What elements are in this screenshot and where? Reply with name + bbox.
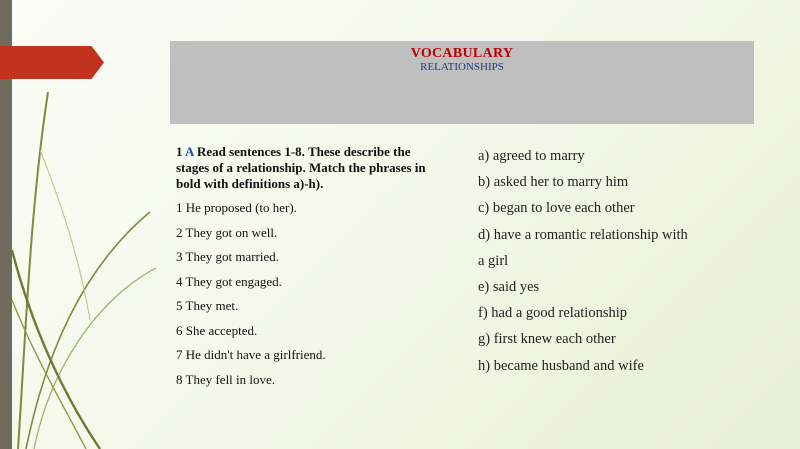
exercise-part: A bbox=[185, 144, 194, 159]
definition-item: h) became husband and wife bbox=[478, 357, 644, 374]
sentence-item: 6 She accepted. bbox=[176, 322, 258, 338]
definition-item: c) began to love each other bbox=[478, 200, 635, 217]
sentence-item: 4 They got engaged. bbox=[176, 273, 282, 289]
exercise-number: 1 bbox=[176, 144, 183, 159]
sentence-item: 7 He didn't have a girlfriend. bbox=[176, 347, 326, 362]
definition-item: b) asked her to marry him bbox=[478, 174, 629, 191]
sentence-item: 1 He proposed (to her). bbox=[176, 200, 297, 215]
exercise-instruction bbox=[176, 144, 446, 192]
definition-item: f) had a good relationship bbox=[478, 305, 627, 322]
definition-item: a) agreed to marry bbox=[478, 148, 585, 164]
sentence-item: 3 They got married. bbox=[176, 249, 280, 264]
definition-list bbox=[478, 143, 738, 379]
instruction-text: Read sentences 1-8. These describe the stages of a relationship. Match the phrases in bold with definitions a)-h). bbox=[176, 144, 426, 191]
sentences-column bbox=[176, 144, 446, 396]
definitions-column bbox=[478, 143, 738, 379]
sentence-list bbox=[176, 200, 446, 396]
definition-item: e) said yes bbox=[478, 279, 540, 296]
definition-item: a girl bbox=[478, 252, 509, 269]
decorative-curves bbox=[0, 0, 160, 449]
sentence-item: 5 They met. bbox=[176, 298, 239, 313]
slide-subtitle: RELATIONSHIPS bbox=[420, 61, 504, 73]
slide-title: VOCABULARY bbox=[410, 46, 514, 61]
sentence-item: 8 They fell in love. bbox=[176, 371, 276, 387]
definition-item: d) have a romantic relationship with bbox=[478, 226, 688, 243]
definition-item: g) first knew each other bbox=[478, 331, 616, 348]
header-banner bbox=[170, 41, 754, 124]
sentence-item: 2 They got on well. bbox=[176, 224, 278, 240]
